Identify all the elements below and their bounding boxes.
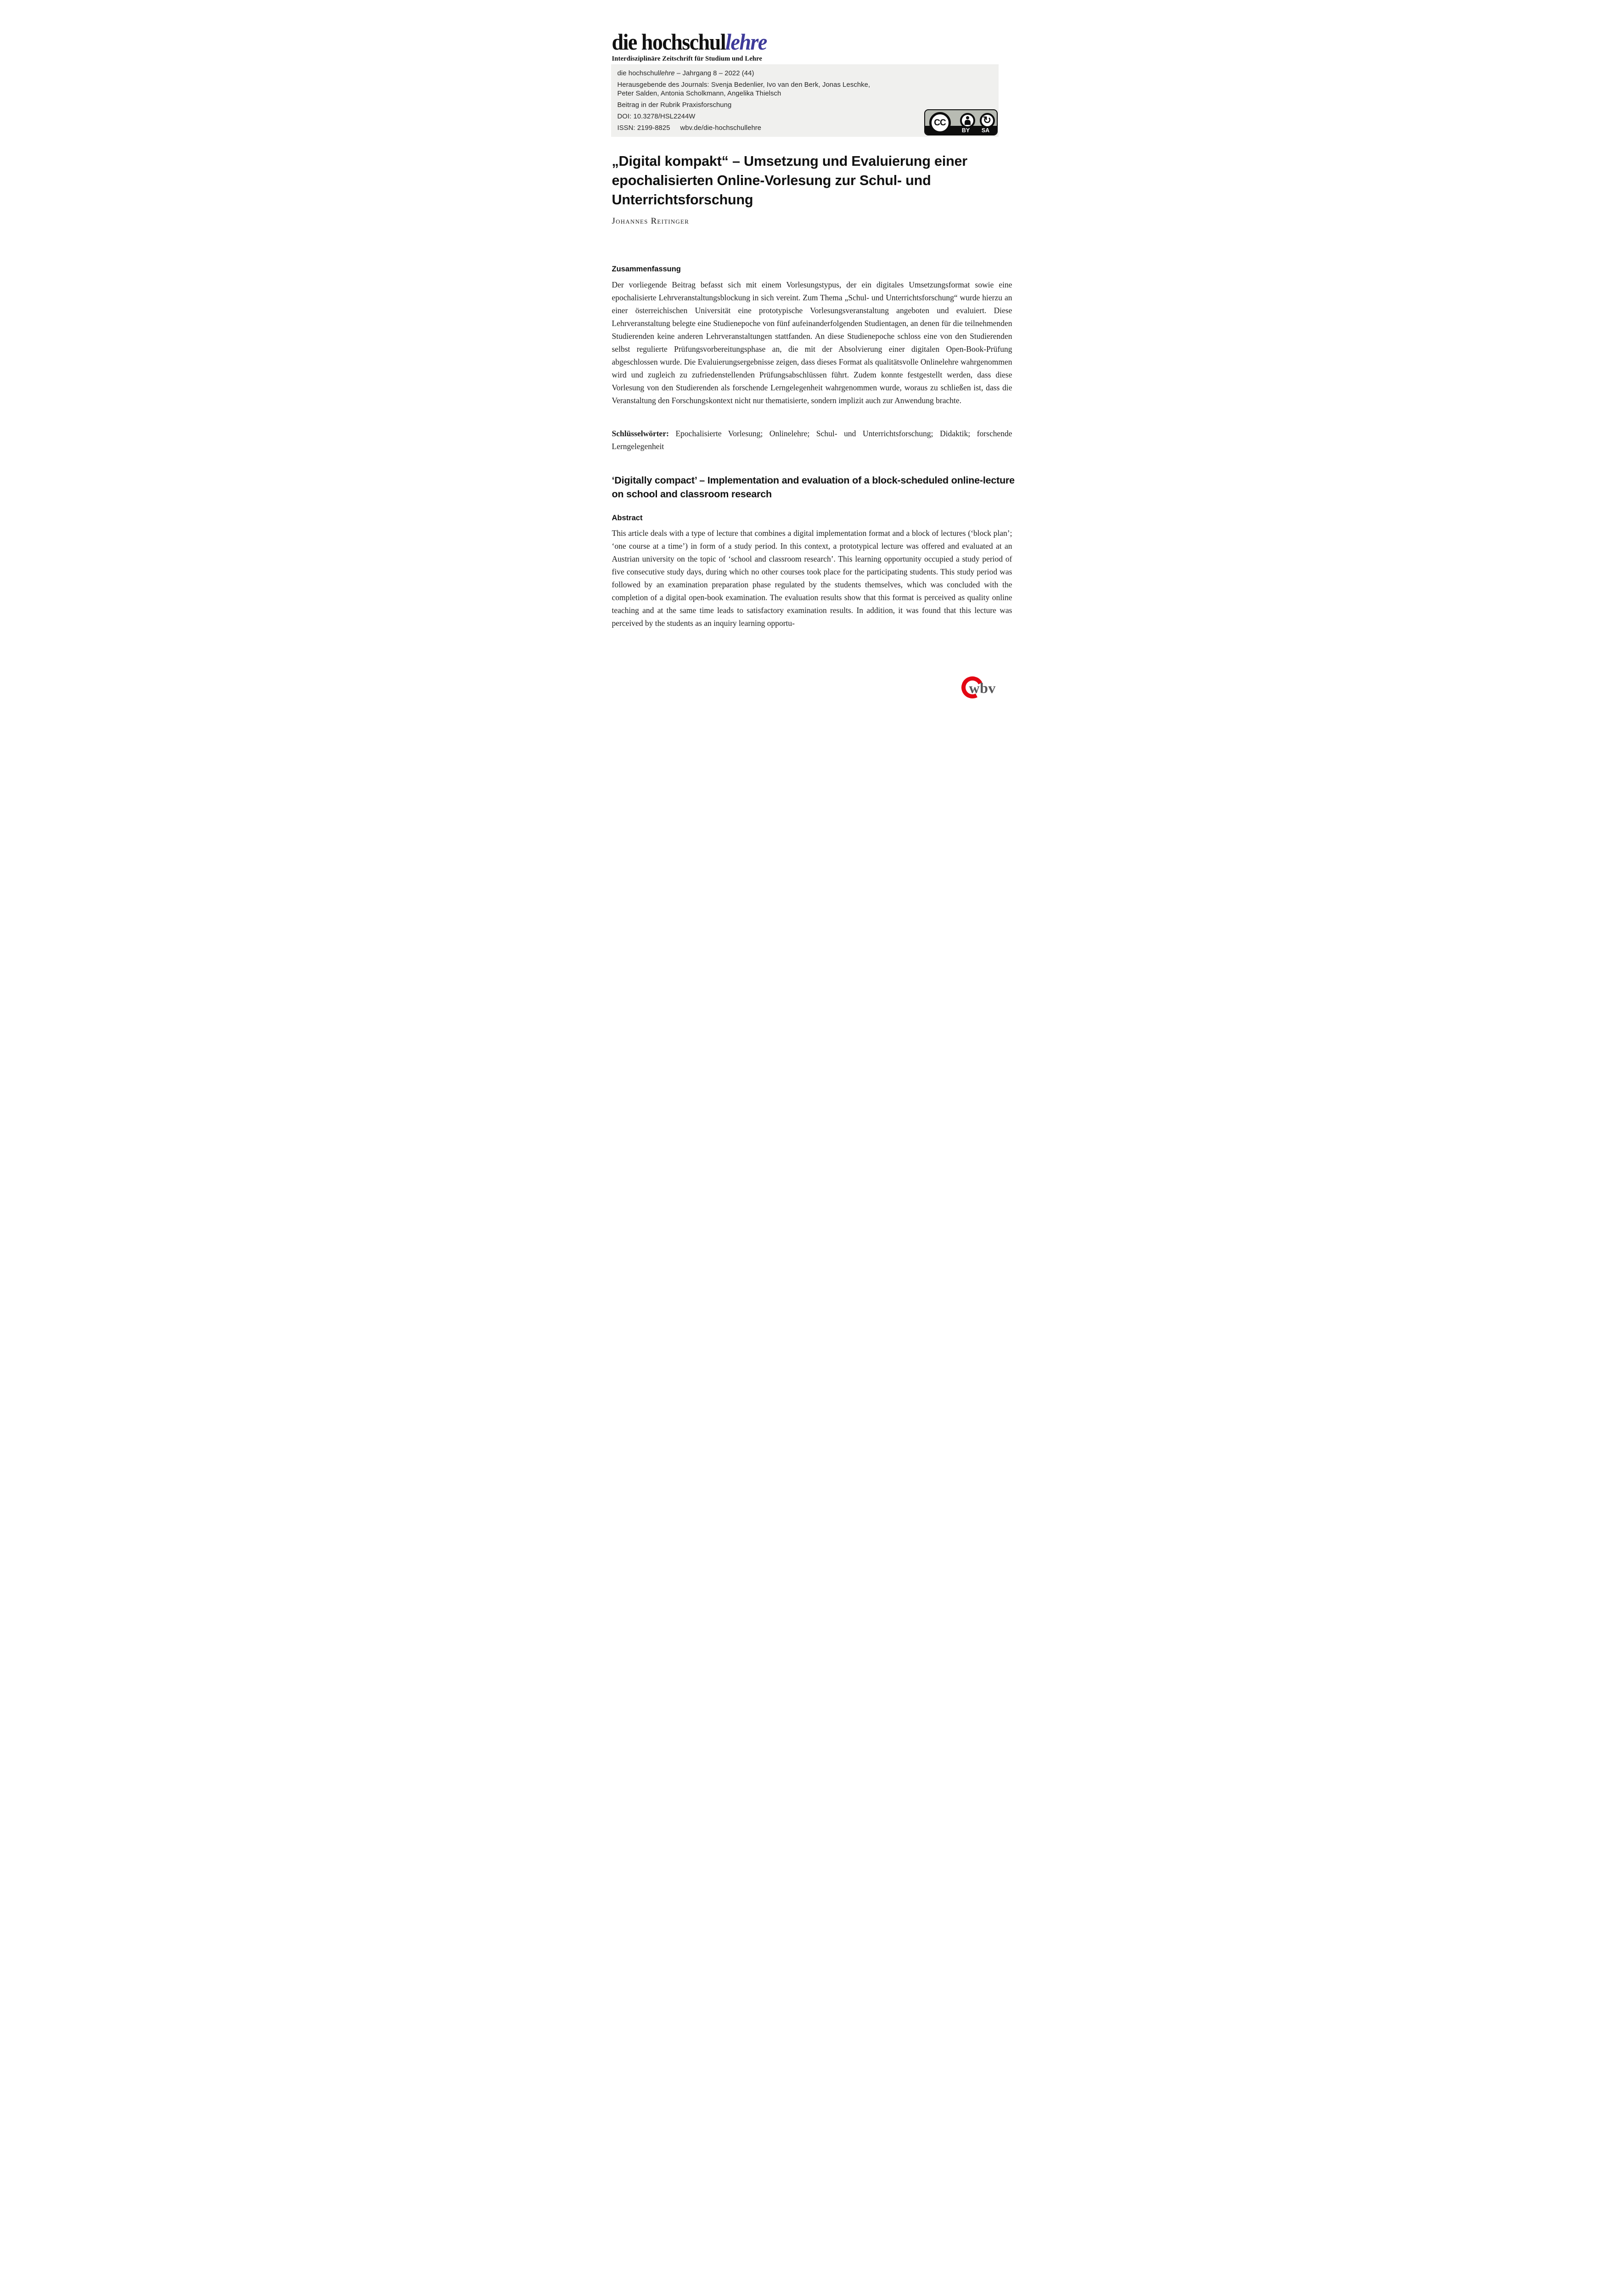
- author-name: Johannes Reitinger: [612, 216, 689, 226]
- abstract-de-text: Der vorliegende Beitrag befasst sich mit einem Vorlesungstypus, der ein digitales Umsetzungsformat sowie eine epochalisierte Lehrveranstaltungsblockung in sich vereint. Zum Thema „Schul- und Unterrichtsforschung“ wurde hierzu an einer österreichischen Universität eine prototypische Vorlesungsveranstaltung angeboten und evaluiert. Diese Lehrveranstaltung belegte eine Studienepoche von fünf aufeinanderfolgenden Studientagen, an denen für die teilnehmenden Studierenden keine anderen Lehrveranstaltungen stattfanden. An diese Studienepoche schloss eine von den Studierenden selbst regulierte Prüfungsvorbereitungsphase an, die mit der Absolvierung einer digitalen Open-Book-Prüfung abgeschlossen wurde. Die Evaluierungsergebnisse zeigen, dass dieses Format als qualitätsvolle Onlinelehre wahrgenommen wird und zugleich zu zufriedenstellenden Prüfungsabschlüssen führt. Zudem konnte festgestellt werden, dass diese Vorlesung von den Studierenden als forschende Lerngelegenheit wahrgenommen wurde, woraus zu schließen ist, dass die Veranstaltung den Forschungskontext nicht nur thematisierte, sondern implizit auch zur Anwendung brachte.: [612, 280, 1012, 405]
- issn-number: ISSN: 2199-8825: [617, 124, 670, 132]
- abstract-de-heading: Zusammenfassung: [612, 265, 681, 273]
- person-icon-body: [965, 120, 971, 125]
- person-icon-head: [966, 116, 969, 119]
- journal-logo-accent: lehre: [725, 29, 767, 55]
- issue-volume-year: – Jahrgang 8 – 2022 (44): [674, 70, 754, 77]
- journal-logo-subtitle: Interdisziplinäre Zeitschrift für Studium und Lehre: [612, 55, 762, 63]
- cc-by-sa-license-badge[interactable]: [924, 109, 998, 135]
- cc-letters: CC: [934, 118, 946, 128]
- journal-logo: [612, 30, 767, 54]
- abstract-en-heading: Abstract: [612, 514, 643, 522]
- doi-line: DOI: 10.3278/HSL2244W: [617, 113, 696, 120]
- abstract-en-text: This article deals with a type of lecture that combines a digital implementation format and a block of lectures (‘block plan’; ‘one course at a time’) in form of a study period. In this context, a prototypical lecture was offered and evaluated at an Austrian university on the topic of ‘school and classroom research’. This learning opportunity occupied a study period of five consecutive study days, during which no other courses took place for the participating students. This study period was followed by an examination preparation phase regulated by the students themselves, which was concluded with the completion of a digital open-book examination. The evaluation results show that this format is perceived as quality online teaching and at the same time leads to satisfactory examination results. In addition, it was found that this lecture was perceived by the students as an inquiry learning opportu-: [612, 529, 1012, 628]
- editors-line-2: Peter Salden, Antonia Scholkmann, Angelika Thielsch: [617, 90, 781, 97]
- journal-logo-main: die hochschul: [612, 29, 726, 55]
- sa-label: SA: [981, 127, 990, 134]
- by-label: BY: [961, 127, 970, 134]
- creative-commons-icon: [929, 112, 951, 134]
- keywords-label: Schlüsselwörter:: [612, 429, 669, 438]
- editors-line-1: Herausgebende des Journals: Svenja Bedenlier, Ivo van den Berk, Jonas Leschke,: [617, 81, 870, 89]
- wbv-wordmark: wbv: [969, 680, 996, 696]
- issue-journal-name: die hochschul: [617, 70, 660, 77]
- journal-article-page: [559, 0, 1064, 715]
- keywords-block: [612, 427, 1012, 453]
- issue-journal-name-italic: lehre: [659, 70, 675, 77]
- article-title-de: „Digital kompakt“ – Umsetzung und Evaluierung einer epochalisierten Online-Vorlesung zur Schul- und Unterrichtsforschung: [612, 153, 967, 208]
- keywords-list: Epochalisierte Vorlesung; Onlinelehre; Schul- und Unterrichtsforschung; Didaktik; forschende Lerngelegenheit: [612, 429, 1012, 451]
- wbv-publisher-logo: [961, 676, 1003, 704]
- journal-masthead: [612, 30, 767, 63]
- journal-website-link[interactable]: wbv.de/die-hochschullehre: [680, 124, 762, 132]
- editors-line: [618, 81, 999, 98]
- article-title-en: ‘Digitally compact’ – Implementation and evaluation of a block-scheduled online-lecture on school and classroom research: [612, 475, 1015, 500]
- circular-arrow-glyph: ↻: [983, 114, 992, 126]
- rubric-line: Beitrag in der Rubrik Praxisforschung: [617, 101, 732, 109]
- issue-line: [618, 69, 999, 78]
